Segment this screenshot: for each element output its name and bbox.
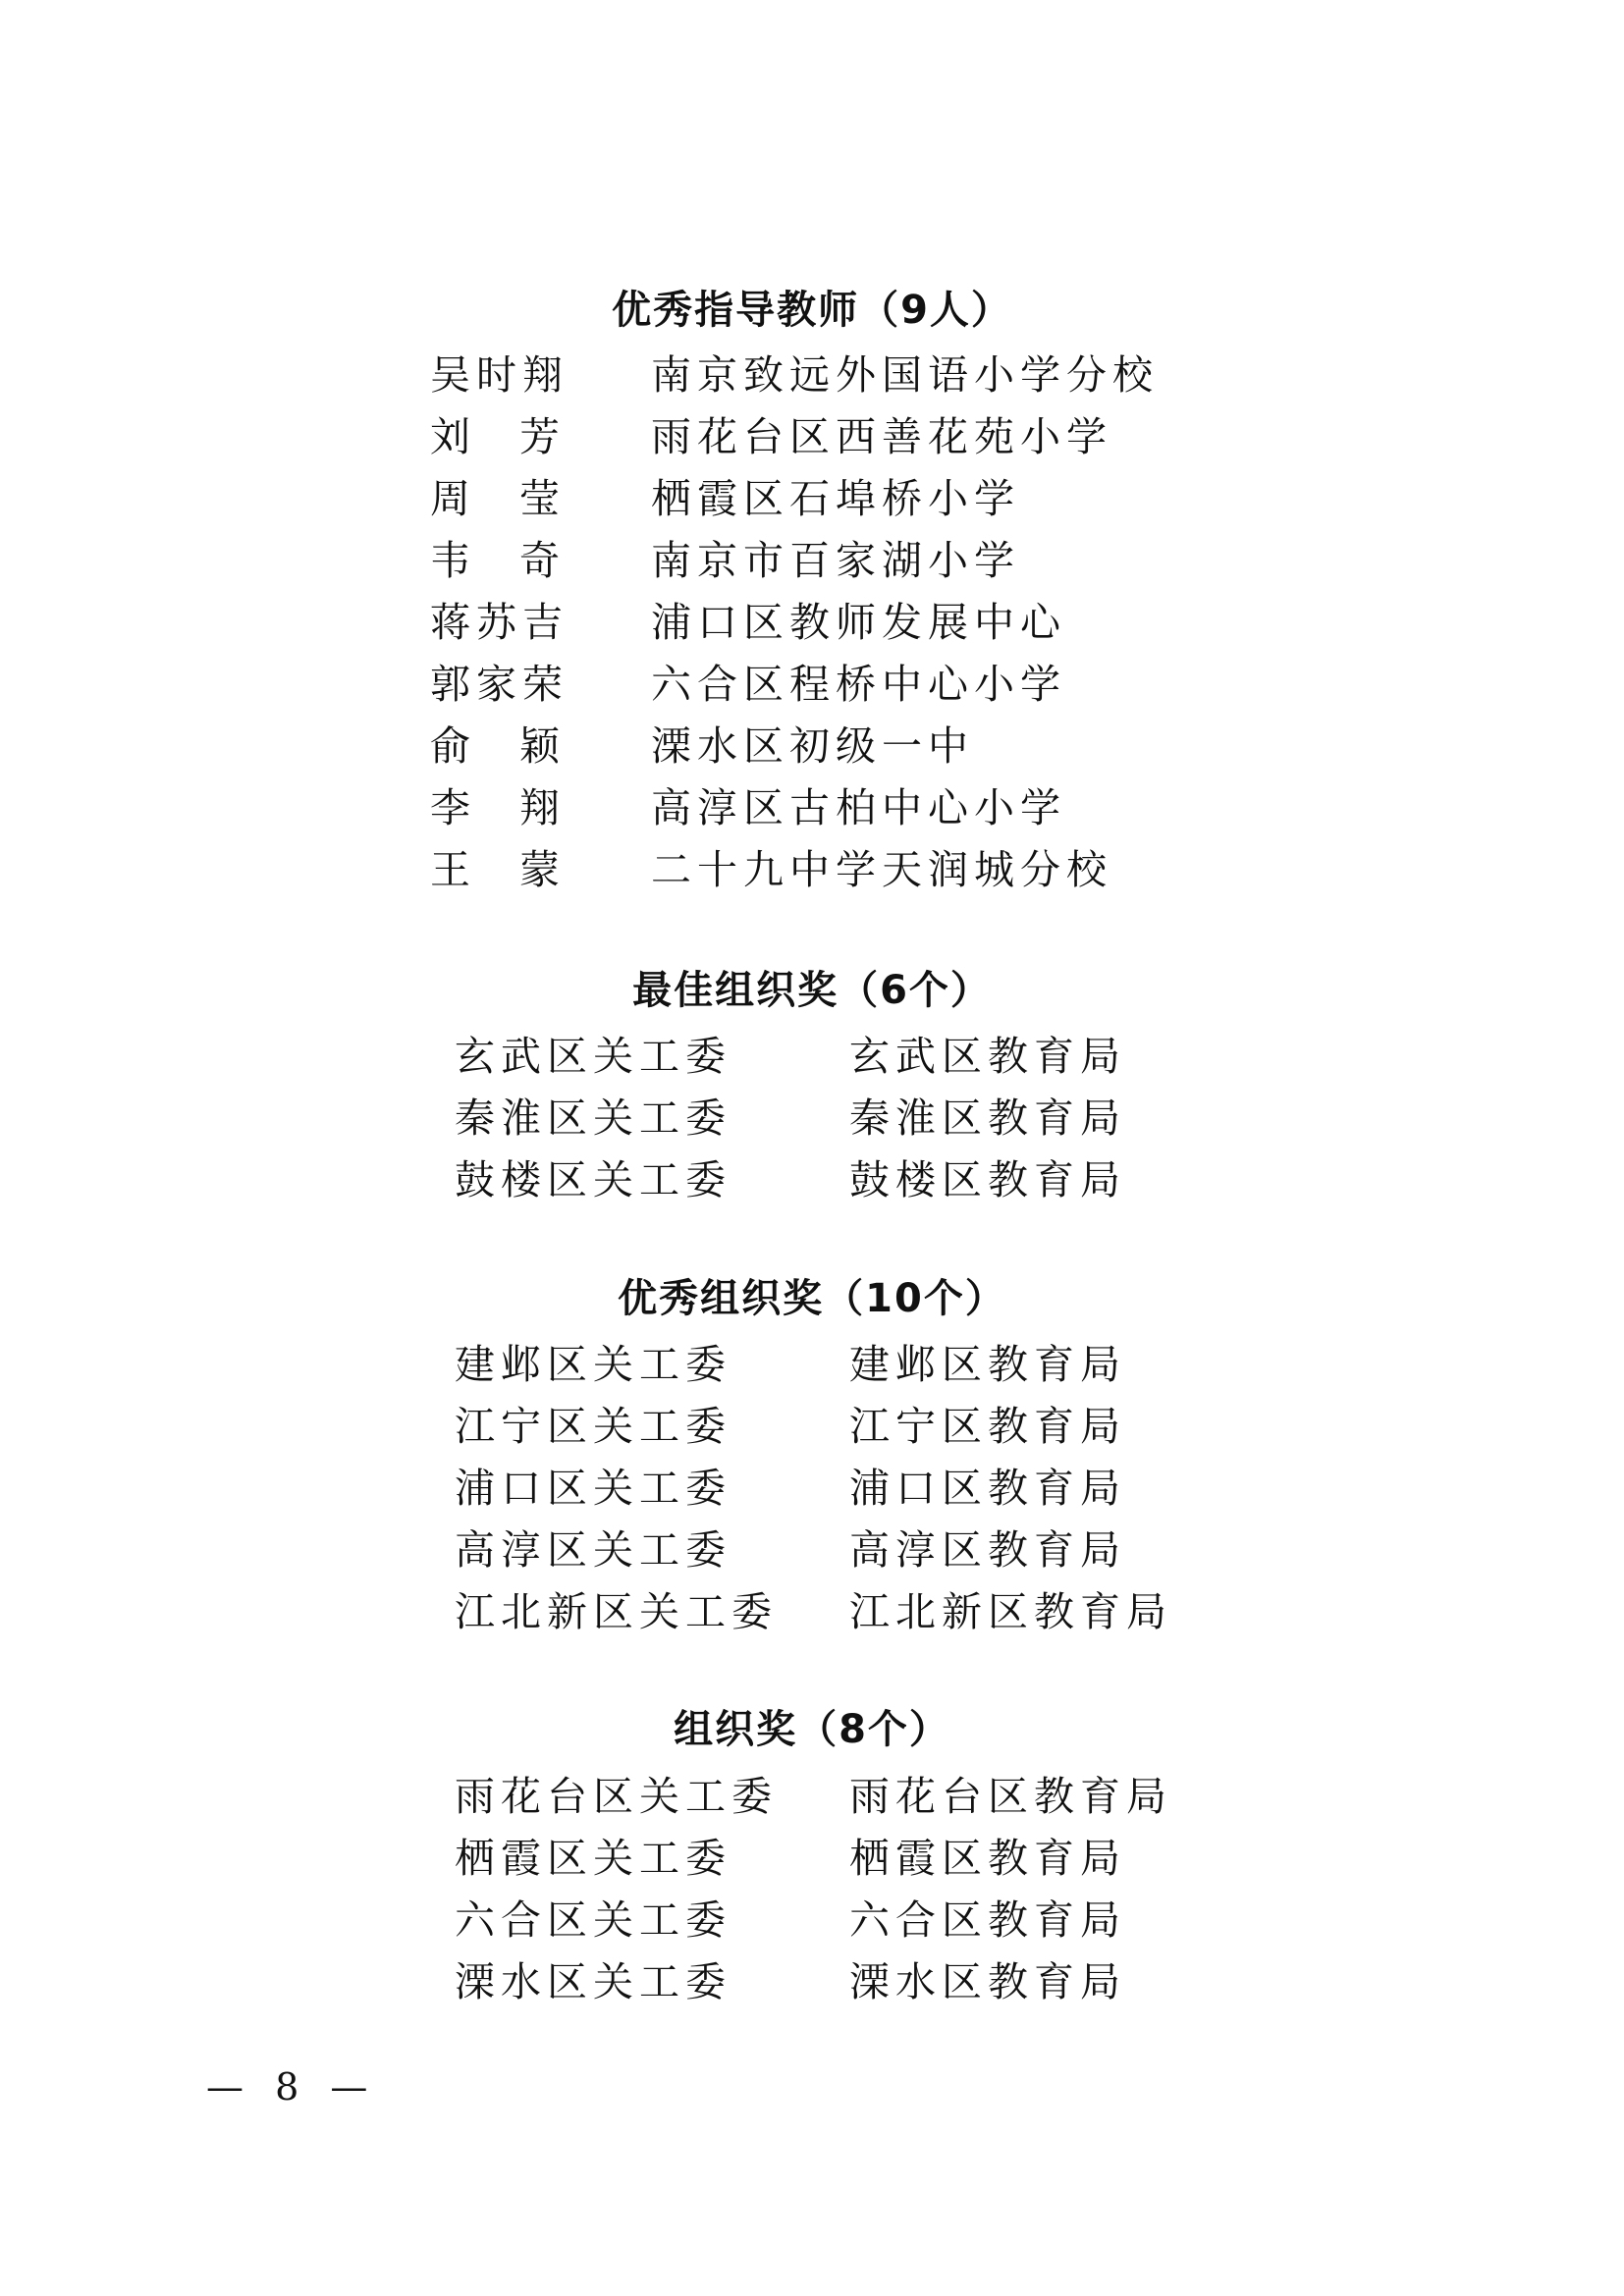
org-committee: 六合区关工委 — [455, 1896, 731, 1944]
teacher-name — [430, 412, 566, 461]
name-char: 韦 — [430, 537, 476, 584]
section-title-teachers: 优秀指导教师（9人） — [612, 288, 1012, 333]
teacher-name — [430, 721, 566, 771]
org-committee: 秦淮区关工委 — [455, 1095, 731, 1142]
org-committee: 江宁区关工委 — [455, 1403, 731, 1450]
org-bureau: 江宁区教育局 — [849, 1403, 1126, 1450]
name-char: 蒋 — [430, 599, 476, 646]
teacher-name — [430, 845, 566, 894]
name-char: 时 — [476, 351, 522, 399]
teacher-name — [430, 536, 566, 585]
name-char: 俞 — [430, 722, 476, 770]
org-bureau: 溧水区教育局 — [849, 1958, 1126, 2005]
name-char: 颖 — [519, 722, 566, 770]
teacher-school: 南京致远外国语小学分校 — [651, 351, 1159, 399]
org-bureau: 雨花台区教育局 — [849, 1773, 1172, 1820]
org-bureau: 鼓楼区教育局 — [849, 1156, 1126, 1203]
name-char: 刘 — [430, 413, 476, 460]
org-bureau: 秦淮区教育局 — [849, 1095, 1126, 1142]
org-bureau: 六合区教育局 — [849, 1896, 1126, 1944]
org-committee: 雨花台区关工委 — [455, 1773, 778, 1820]
org-bureau: 玄武区教育局 — [849, 1033, 1126, 1080]
name-char: 吉 — [522, 599, 568, 646]
name-char: 蒙 — [519, 846, 566, 893]
teacher-school: 高淳区古柏中心小学 — [651, 784, 1066, 831]
teacher-school: 二十九中学天润城分校 — [651, 846, 1112, 893]
name-char: 王 — [430, 846, 476, 893]
teacher-name — [430, 660, 566, 709]
org-committee: 高淳区关工委 — [455, 1526, 731, 1574]
teacher-name — [430, 598, 566, 647]
org-committee: 溧水区关工委 — [455, 1958, 731, 2005]
section-title-excellent-org: 优秀组织奖（10个） — [618, 1276, 1006, 1321]
org-committee: 玄武区关工委 — [455, 1033, 731, 1080]
name-char: 芳 — [519, 413, 566, 460]
name-char: 翔 — [519, 784, 566, 831]
teacher-school: 溧水区初级一中 — [651, 722, 974, 770]
section-title-org: 组织奖（8个） — [674, 1707, 950, 1752]
name-char: 郭 — [430, 661, 476, 708]
teacher-name — [430, 783, 566, 832]
page-number: — 8 — — [206, 2065, 378, 2109]
name-char: 周 — [430, 475, 476, 522]
org-bureau: 江北新区教育局 — [849, 1588, 1172, 1635]
teacher-school: 雨花台区西善花苑小学 — [651, 413, 1112, 460]
teacher-school: 南京市百家湖小学 — [651, 537, 1020, 584]
name-char: 吴 — [430, 351, 476, 399]
teacher-school: 栖霞区石埠桥小学 — [651, 475, 1020, 522]
teacher-school: 浦口区教师发展中心 — [651, 599, 1066, 646]
org-committee: 栖霞区关工委 — [455, 1835, 731, 1882]
teacher-name — [430, 474, 566, 523]
org-bureau: 建邺区教育局 — [849, 1341, 1126, 1388]
org-committee: 江北新区关工委 — [455, 1588, 778, 1635]
org-bureau: 栖霞区教育局 — [849, 1835, 1126, 1882]
name-char: 翔 — [522, 351, 568, 399]
org-bureau: 浦口区教育局 — [849, 1465, 1126, 1512]
name-char: 莹 — [519, 475, 566, 522]
teacher-school: 六合区程桥中心小学 — [651, 661, 1066, 708]
org-bureau: 高淳区教育局 — [849, 1526, 1126, 1574]
org-committee: 浦口区关工委 — [455, 1465, 731, 1512]
name-char: 苏 — [476, 599, 522, 646]
name-char: 荣 — [522, 661, 568, 708]
name-char: 奇 — [519, 537, 566, 584]
org-committee: 鼓楼区关工委 — [455, 1156, 731, 1203]
org-committee: 建邺区关工委 — [455, 1341, 731, 1388]
section-title-best-org: 最佳组织奖（6个） — [632, 968, 992, 1013]
name-char: 李 — [430, 784, 476, 831]
teacher-name — [430, 350, 566, 400]
name-char: 家 — [476, 661, 522, 708]
